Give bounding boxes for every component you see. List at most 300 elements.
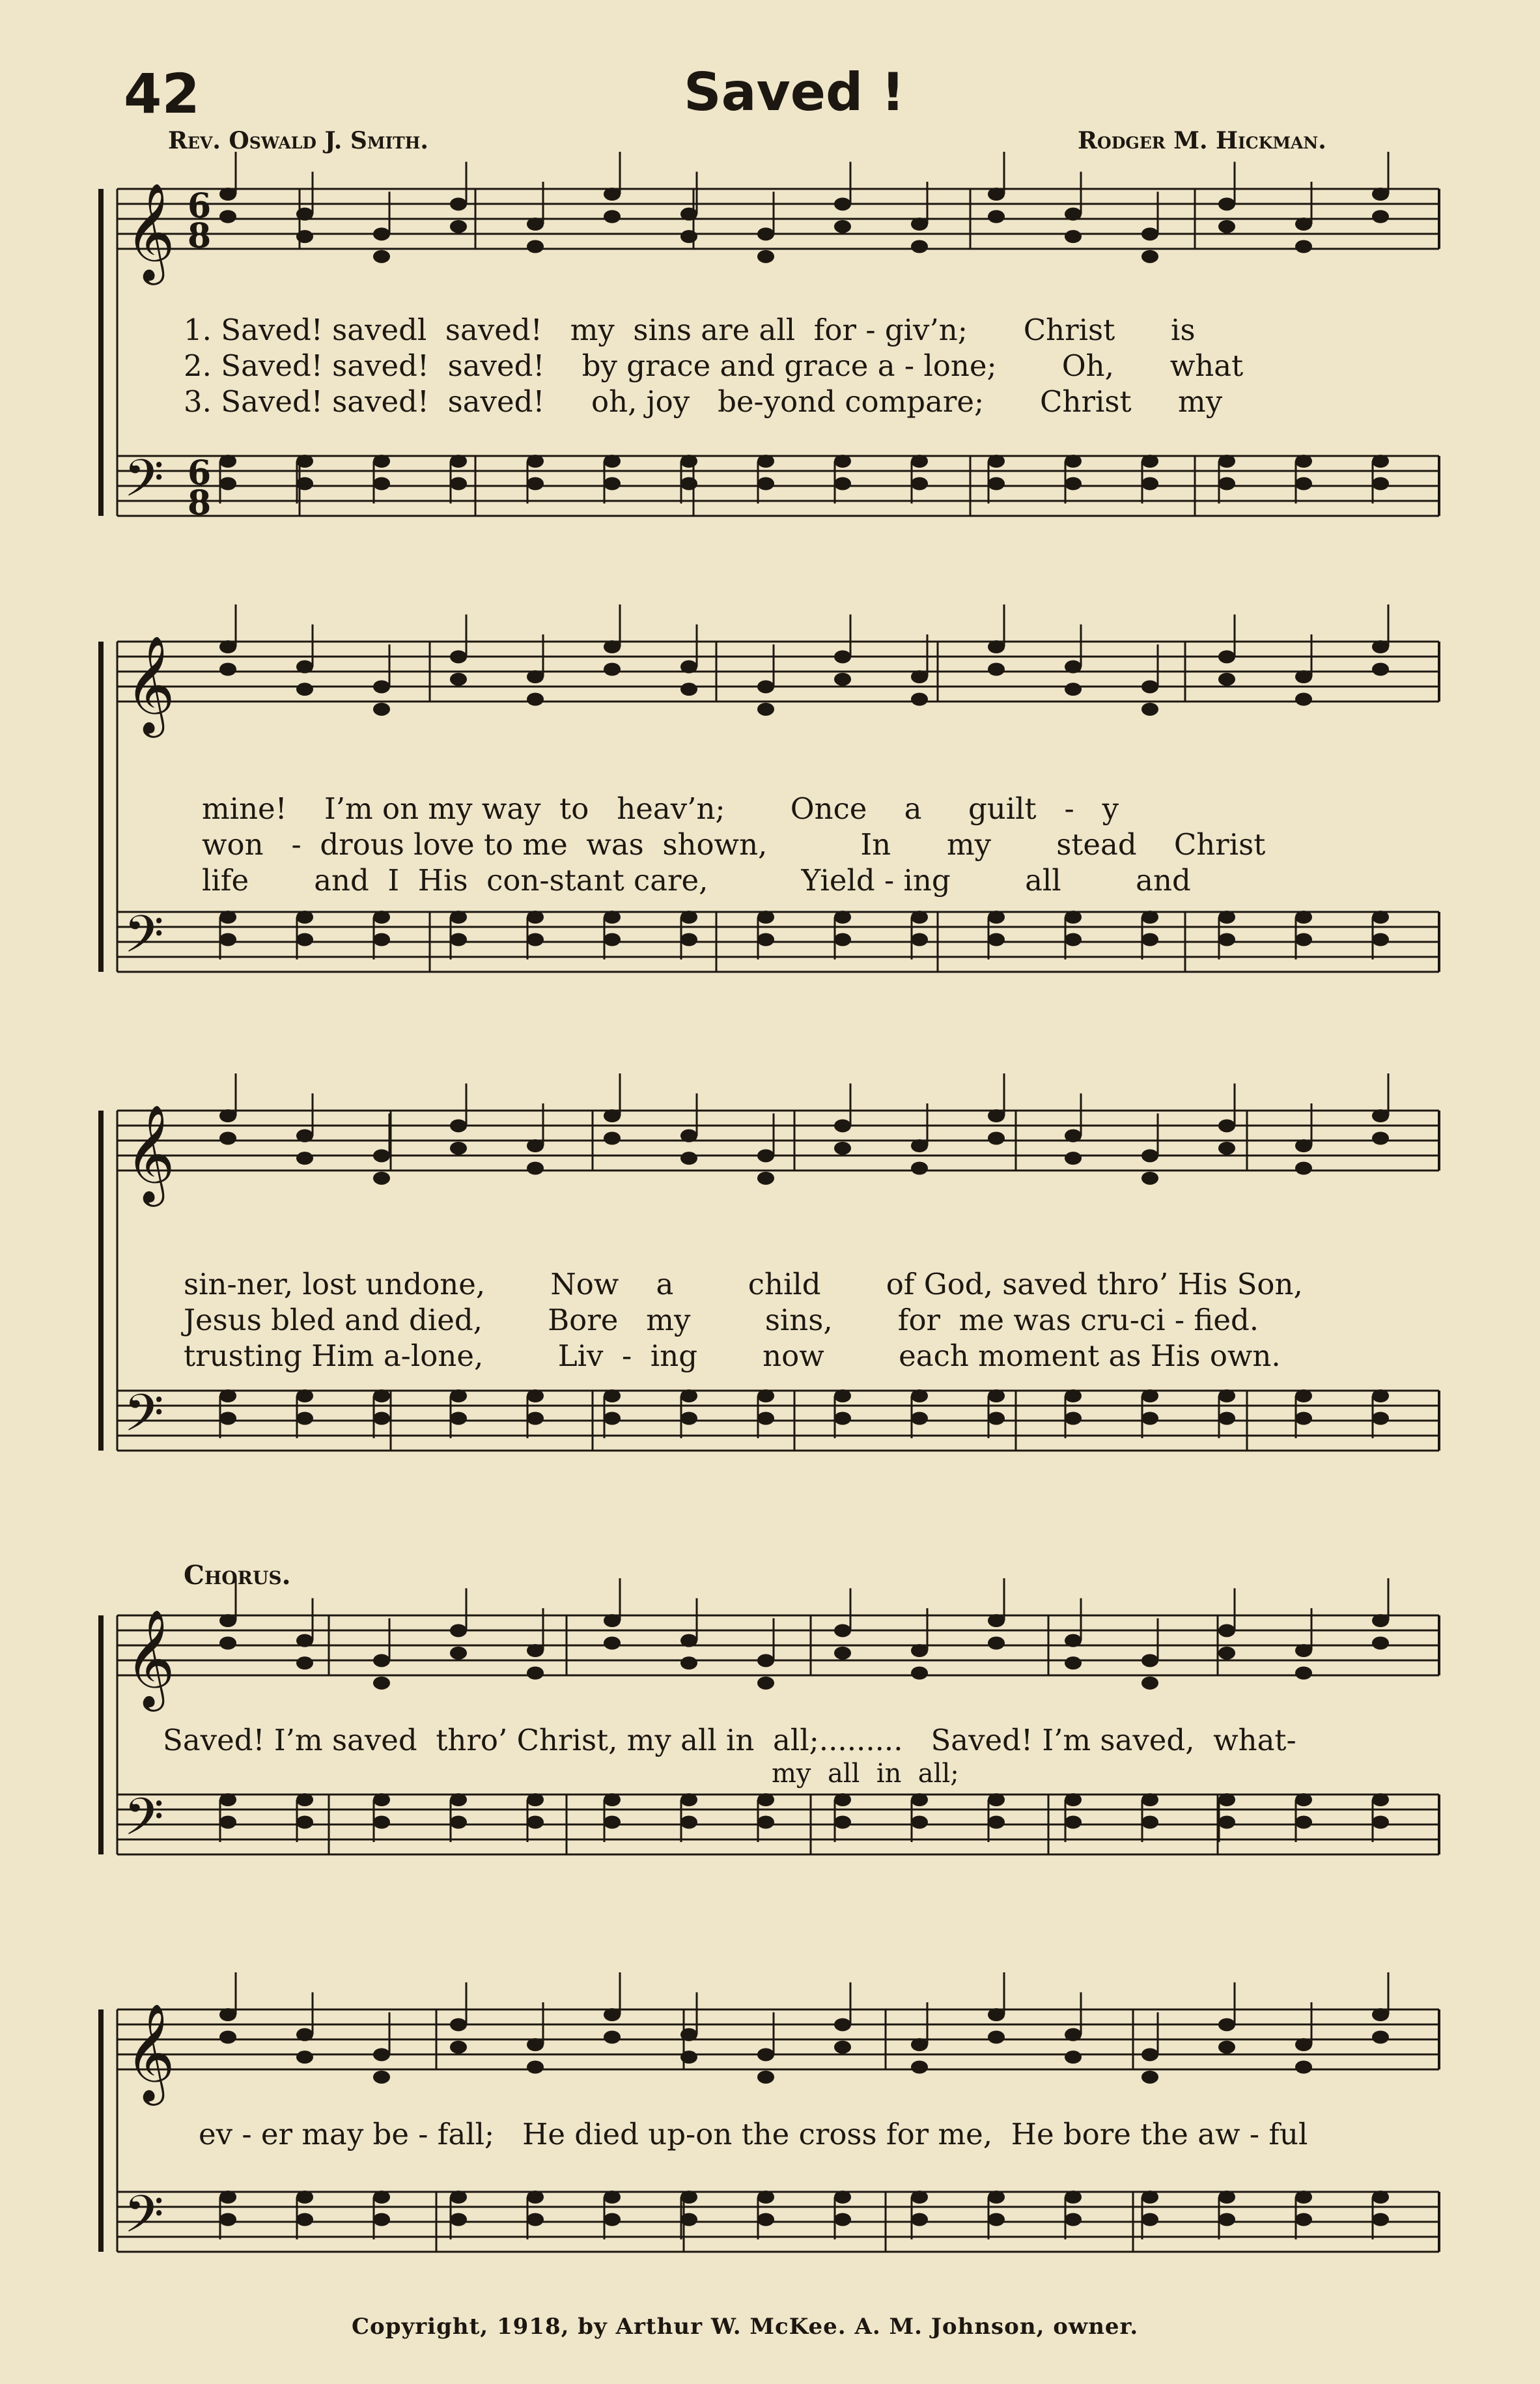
note-head bbox=[1372, 640, 1389, 653]
note-head bbox=[1372, 1389, 1389, 1402]
note-head bbox=[757, 933, 774, 946]
note-head bbox=[1141, 1172, 1158, 1185]
note-head bbox=[834, 1142, 851, 1155]
note-head bbox=[527, 1644, 544, 1657]
note-head bbox=[527, 455, 544, 468]
note-head bbox=[680, 2028, 697, 2041]
note-head bbox=[373, 1793, 390, 1806]
note-head bbox=[373, 477, 390, 490]
note-head bbox=[1218, 2213, 1235, 2226]
note-head bbox=[680, 1816, 697, 1829]
note-head bbox=[373, 1412, 390, 1425]
note-head bbox=[1372, 455, 1389, 468]
note-head bbox=[1295, 1793, 1312, 1806]
note-head bbox=[527, 670, 544, 683]
note-head bbox=[1065, 2028, 1082, 2041]
note-head bbox=[1295, 1389, 1312, 1402]
note-head bbox=[1295, 911, 1312, 924]
note-head bbox=[1218, 1793, 1235, 1806]
note-head bbox=[296, 1816, 313, 1829]
note-head bbox=[680, 933, 697, 946]
copyright-notice: Copyright, 1918, by Arthur W. McKee. A. M. Johnson, owner. bbox=[352, 2314, 1139, 2340]
note-head bbox=[450, 1142, 467, 1155]
note-head bbox=[1218, 911, 1235, 924]
note-head bbox=[604, 1637, 621, 1650]
note-head bbox=[219, 1132, 236, 1145]
chorus-label: Chorus. bbox=[184, 1560, 291, 1591]
treble-clef-icon: 𝄞 bbox=[125, 1103, 175, 1202]
note-head bbox=[1141, 1149, 1158, 1162]
note-head bbox=[1065, 1816, 1082, 1829]
note-head bbox=[219, 2008, 236, 2021]
note-head bbox=[1295, 2213, 1312, 2226]
note-head bbox=[1065, 660, 1082, 674]
note-head bbox=[1295, 1412, 1312, 1425]
note-head bbox=[1141, 227, 1158, 240]
note-head bbox=[1065, 1412, 1082, 1425]
note-head bbox=[911, 1389, 928, 1402]
note-head bbox=[1372, 188, 1389, 201]
note-head bbox=[373, 933, 390, 946]
note-head bbox=[911, 911, 928, 924]
note-head bbox=[1295, 1667, 1312, 1680]
note-head bbox=[988, 1109, 1005, 1122]
note-head bbox=[988, 2191, 1005, 2204]
note-head bbox=[450, 1412, 467, 1425]
note-head bbox=[296, 230, 313, 243]
note-head bbox=[911, 455, 928, 468]
treble-clef-icon: 𝄞 bbox=[125, 634, 175, 733]
note-head bbox=[604, 2031, 621, 2044]
note-head bbox=[604, 210, 621, 223]
note-head bbox=[1218, 2041, 1235, 2054]
note-head bbox=[988, 1389, 1005, 1402]
note-head bbox=[834, 2041, 851, 2054]
lyric-line: ev - er may be - fall; He died up-on the cross for me, He bore the aw - ful bbox=[199, 2117, 1308, 2151]
note-head bbox=[296, 911, 313, 924]
note-head bbox=[757, 2191, 774, 2204]
note-head bbox=[1295, 693, 1312, 706]
note-head bbox=[911, 240, 928, 253]
note-head bbox=[1141, 1412, 1158, 1425]
note-head bbox=[1141, 250, 1158, 263]
note-head bbox=[1065, 933, 1082, 946]
note-head bbox=[757, 1172, 774, 1185]
treble-clef-icon: 𝄞 bbox=[125, 1608, 175, 1707]
note-head bbox=[757, 250, 774, 263]
note-head bbox=[1295, 2061, 1312, 2074]
note-head bbox=[680, 455, 697, 468]
note-head bbox=[450, 2041, 467, 2054]
note-head bbox=[988, 1637, 1005, 1650]
note-head bbox=[988, 210, 1005, 223]
note-head bbox=[373, 250, 390, 263]
note-head bbox=[1065, 911, 1082, 924]
note-head bbox=[834, 1816, 851, 1829]
note-head bbox=[527, 1793, 544, 1806]
note-head bbox=[1065, 208, 1082, 221]
note-head bbox=[988, 2008, 1005, 2021]
note-head bbox=[988, 663, 1005, 676]
note-head bbox=[1295, 218, 1312, 231]
note-head bbox=[1218, 1119, 1235, 1132]
lyric-line: 1. Saved! savedl saved! my sins are all for - giv’n; Christ is bbox=[184, 313, 1196, 347]
bass-clef-icon: 𝄢 bbox=[124, 1787, 164, 1860]
note-head bbox=[834, 2191, 851, 2204]
note-head bbox=[527, 1389, 544, 1402]
note-head bbox=[1065, 1656, 1082, 1669]
note-head bbox=[1295, 670, 1312, 683]
note-head bbox=[1065, 2213, 1082, 2226]
note-head bbox=[219, 1614, 236, 1627]
note-head bbox=[373, 680, 390, 693]
note-head bbox=[219, 663, 236, 676]
note-head bbox=[604, 1614, 621, 1627]
composer-credit: Rodger M. Hickman. bbox=[1078, 127, 1326, 154]
note-head bbox=[1372, 933, 1389, 946]
note-head bbox=[1218, 455, 1235, 468]
note-head bbox=[527, 2038, 544, 2051]
note-head bbox=[296, 208, 313, 221]
note-head bbox=[527, 1139, 544, 1152]
note-head bbox=[911, 1162, 928, 1175]
lyric-echo: my all in all; bbox=[772, 1759, 959, 1789]
note-head bbox=[988, 1816, 1005, 1829]
note-head bbox=[988, 2213, 1005, 2226]
note-head bbox=[296, 660, 313, 674]
note-head bbox=[988, 1132, 1005, 1145]
note-head bbox=[1372, 2191, 1389, 2204]
note-head bbox=[450, 2191, 467, 2204]
lyric-line: sin-ner, lost undone, Now a child of God, saved thro’ His Son, bbox=[184, 1267, 1303, 1301]
note-head bbox=[680, 2051, 697, 2064]
note-head bbox=[1141, 455, 1158, 468]
note-head bbox=[1372, 1793, 1389, 1806]
note-head bbox=[296, 2028, 313, 2041]
note-head bbox=[373, 227, 390, 240]
note-head bbox=[1218, 1412, 1235, 1425]
lyric-line: 2. Saved! saved! saved! by grace and grace a - lone; Oh, what bbox=[184, 348, 1244, 383]
note-head bbox=[757, 227, 774, 240]
note-head bbox=[1372, 2031, 1389, 2044]
note-head bbox=[219, 911, 236, 924]
lyric-line: 3. Saved! saved! saved! oh, joy be-yond compare; Christ my bbox=[184, 384, 1223, 419]
note-head bbox=[834, 455, 851, 468]
note-head bbox=[834, 220, 851, 233]
note-head bbox=[373, 2048, 390, 2061]
note-head bbox=[757, 1816, 774, 1829]
note-head bbox=[1372, 1109, 1389, 1122]
note-head bbox=[604, 1816, 621, 1829]
lyric-line: life and I His con-stant care, Yield - ing all and bbox=[202, 863, 1191, 898]
note-head bbox=[527, 2191, 544, 2204]
note-head bbox=[834, 673, 851, 686]
note-head bbox=[757, 2213, 774, 2226]
note-head bbox=[219, 2191, 236, 2204]
note-head bbox=[373, 2191, 390, 2204]
note-head bbox=[604, 663, 621, 676]
note-head bbox=[680, 1634, 697, 1647]
note-head bbox=[527, 693, 544, 706]
note-head bbox=[527, 477, 544, 490]
note-head bbox=[1295, 1162, 1312, 1175]
note-head bbox=[296, 1412, 313, 1425]
time-signature-top: 6 bbox=[188, 453, 212, 493]
note-head bbox=[1141, 680, 1158, 693]
page-number: 42 bbox=[124, 62, 200, 126]
note-head bbox=[680, 2191, 697, 2204]
note-head bbox=[1065, 1793, 1082, 1806]
note-head bbox=[680, 2213, 697, 2226]
note-head bbox=[450, 1624, 467, 1637]
note-head bbox=[527, 218, 544, 231]
note-head bbox=[834, 1119, 851, 1132]
note-head bbox=[757, 703, 774, 716]
bass-clef-icon: 𝄢 bbox=[124, 448, 164, 521]
note-head bbox=[834, 911, 851, 924]
note-head bbox=[604, 1132, 621, 1145]
note-head bbox=[680, 1412, 697, 1425]
note-head bbox=[373, 1172, 390, 1185]
treble-clef-icon: 𝄞 bbox=[125, 182, 175, 281]
note-head bbox=[1218, 2191, 1235, 2204]
note-head bbox=[450, 1119, 467, 1132]
time-signature-bottom: 8 bbox=[188, 216, 212, 256]
note-head bbox=[296, 1152, 313, 1165]
note-head bbox=[1065, 477, 1082, 490]
lyric-line: Jesus bled and died, Bore my sins, for me was cru-ci - fied. bbox=[184, 1303, 1259, 1337]
note-head bbox=[834, 1412, 851, 1425]
note-head bbox=[834, 933, 851, 946]
note-head bbox=[219, 1109, 236, 1122]
note-head bbox=[296, 455, 313, 468]
note-head bbox=[1372, 1412, 1389, 1425]
note-head bbox=[988, 933, 1005, 946]
author-credit: Rev. Oswald J. Smith. bbox=[168, 127, 428, 154]
note-head bbox=[1372, 663, 1389, 676]
note-head bbox=[527, 240, 544, 253]
bass-clef-icon: 𝄢 bbox=[124, 2184, 164, 2257]
note-head bbox=[680, 1129, 697, 1142]
note-head bbox=[450, 220, 467, 233]
note-head bbox=[911, 693, 928, 706]
note-head bbox=[296, 1389, 313, 1402]
note-head bbox=[911, 1793, 928, 1806]
note-head bbox=[680, 1389, 697, 1402]
note-head bbox=[219, 1389, 236, 1402]
note-head bbox=[1065, 2191, 1082, 2204]
note-head bbox=[834, 1793, 851, 1806]
note-head bbox=[296, 1793, 313, 1806]
note-head bbox=[680, 208, 697, 221]
note-head bbox=[680, 1656, 697, 1669]
note-head bbox=[1065, 455, 1082, 468]
note-head bbox=[1218, 650, 1235, 663]
note-head bbox=[450, 673, 467, 686]
note-head bbox=[1141, 2213, 1158, 2226]
note-head bbox=[1141, 703, 1158, 716]
note-head bbox=[1065, 2051, 1082, 2064]
note-head bbox=[1372, 1132, 1389, 1145]
note-head bbox=[1218, 1816, 1235, 1829]
note-head bbox=[296, 2191, 313, 2204]
note-head bbox=[1065, 1634, 1082, 1647]
note-head bbox=[757, 1149, 774, 1162]
note-head bbox=[1295, 477, 1312, 490]
note-head bbox=[988, 455, 1005, 468]
note-head bbox=[527, 2213, 544, 2226]
note-head bbox=[296, 1634, 313, 1647]
bass-clef-icon: 𝄢 bbox=[124, 1383, 164, 1456]
note-head bbox=[757, 1793, 774, 1806]
lyric-line: Saved! I’m saved thro’ Christ, my all in all;......... Saved! I’m saved, what- bbox=[163, 1723, 1296, 1757]
note-head bbox=[834, 1389, 851, 1402]
note-head bbox=[988, 2031, 1005, 2044]
note-head bbox=[757, 1412, 774, 1425]
note-head bbox=[219, 477, 236, 490]
note-head bbox=[1141, 1816, 1158, 1829]
note-head bbox=[604, 1412, 621, 1425]
note-head bbox=[757, 1677, 774, 1690]
note-head bbox=[911, 1816, 928, 1829]
note-head bbox=[1141, 933, 1158, 946]
note-head bbox=[680, 477, 697, 490]
note-head bbox=[604, 933, 621, 946]
note-head bbox=[680, 230, 697, 243]
note-head bbox=[1065, 230, 1082, 243]
note-head bbox=[450, 650, 467, 663]
note-head bbox=[296, 683, 313, 696]
note-head bbox=[450, 911, 467, 924]
note-head bbox=[834, 2213, 851, 2226]
note-head bbox=[527, 1162, 544, 1175]
note-head bbox=[373, 1816, 390, 1829]
note-head bbox=[834, 197, 851, 210]
note-head bbox=[450, 1816, 467, 1829]
time-signature-top: 6 bbox=[188, 186, 212, 226]
treble-clef-icon: 𝄞 bbox=[125, 2002, 175, 2101]
note-head bbox=[988, 1793, 1005, 1806]
note-head bbox=[219, 455, 236, 468]
note-head bbox=[1141, 477, 1158, 490]
note-head bbox=[1218, 1647, 1235, 1660]
note-head bbox=[527, 1667, 544, 1680]
note-head bbox=[450, 2018, 467, 2031]
note-head bbox=[911, 2191, 928, 2204]
note-head bbox=[604, 2191, 621, 2204]
note-head bbox=[604, 640, 621, 653]
note-head bbox=[1218, 197, 1235, 210]
note-head bbox=[1218, 2018, 1235, 2031]
note-head bbox=[680, 660, 697, 674]
note-head bbox=[834, 1647, 851, 1660]
note-head bbox=[988, 911, 1005, 924]
note-head bbox=[988, 1614, 1005, 1627]
note-head bbox=[219, 2031, 236, 2044]
note-head bbox=[1218, 220, 1235, 233]
note-head bbox=[296, 1656, 313, 1669]
lyric-line: trusting Him a-lone, Liv - ing now each moment as His own. bbox=[184, 1339, 1281, 1373]
note-head bbox=[373, 1677, 390, 1690]
note-head bbox=[373, 911, 390, 924]
note-head bbox=[834, 1624, 851, 1637]
note-head bbox=[527, 2061, 544, 2074]
note-head bbox=[604, 455, 621, 468]
note-head bbox=[527, 911, 544, 924]
note-head bbox=[450, 1647, 467, 1660]
note-head bbox=[911, 1667, 928, 1680]
note-head bbox=[680, 1152, 697, 1165]
note-head bbox=[373, 703, 390, 716]
note-head bbox=[757, 680, 774, 693]
note-head bbox=[219, 640, 236, 653]
note-head bbox=[219, 1637, 236, 1650]
note-head bbox=[834, 650, 851, 663]
note-head bbox=[757, 2048, 774, 2061]
note-head bbox=[219, 1816, 236, 1829]
time-signature-bottom: 8 bbox=[188, 483, 212, 523]
note-head bbox=[604, 1389, 621, 1402]
note-head bbox=[296, 477, 313, 490]
note-head bbox=[1141, 1654, 1158, 1667]
note-head bbox=[1218, 1142, 1235, 1155]
note-head bbox=[296, 2213, 313, 2226]
note-head bbox=[1372, 2008, 1389, 2021]
note-head bbox=[373, 2213, 390, 2226]
note-head bbox=[219, 210, 236, 223]
note-head bbox=[1141, 1389, 1158, 1402]
note-head bbox=[757, 2071, 774, 2084]
note-head bbox=[757, 1654, 774, 1667]
note-head bbox=[373, 1149, 390, 1162]
note-head bbox=[373, 2071, 390, 2084]
note-head bbox=[911, 1139, 928, 1152]
note-head bbox=[296, 2051, 313, 2064]
note-head bbox=[604, 911, 621, 924]
bass-clef-icon: 𝄢 bbox=[124, 904, 164, 977]
note-head bbox=[1065, 1152, 1082, 1165]
hymn-title: Saved ! bbox=[684, 62, 905, 122]
note-head bbox=[1141, 2071, 1158, 2084]
note-head bbox=[1372, 2213, 1389, 2226]
note-head bbox=[1141, 1793, 1158, 1806]
note-head bbox=[911, 670, 928, 683]
lyric-line: mine! I’m on my way to heav’n; Once a guilt - y bbox=[202, 791, 1119, 826]
note-head bbox=[450, 1389, 467, 1402]
note-head bbox=[219, 933, 236, 946]
note-head bbox=[450, 197, 467, 210]
note-head bbox=[1372, 1816, 1389, 1829]
note-head bbox=[450, 477, 467, 490]
note-head bbox=[1295, 455, 1312, 468]
note-head bbox=[1218, 673, 1235, 686]
note-head bbox=[988, 188, 1005, 201]
note-head bbox=[757, 1389, 774, 1402]
note-head bbox=[219, 2213, 236, 2226]
note-head bbox=[604, 188, 621, 201]
note-head bbox=[911, 218, 928, 231]
note-head bbox=[1372, 477, 1389, 490]
note-head bbox=[373, 455, 390, 468]
note-head bbox=[988, 477, 1005, 490]
note-head bbox=[757, 455, 774, 468]
note-head bbox=[1141, 911, 1158, 924]
note-head bbox=[680, 683, 697, 696]
note-head bbox=[1295, 240, 1312, 253]
note-head bbox=[1295, 1816, 1312, 1829]
note-head bbox=[911, 2038, 928, 2051]
note-head bbox=[1065, 1389, 1082, 1402]
